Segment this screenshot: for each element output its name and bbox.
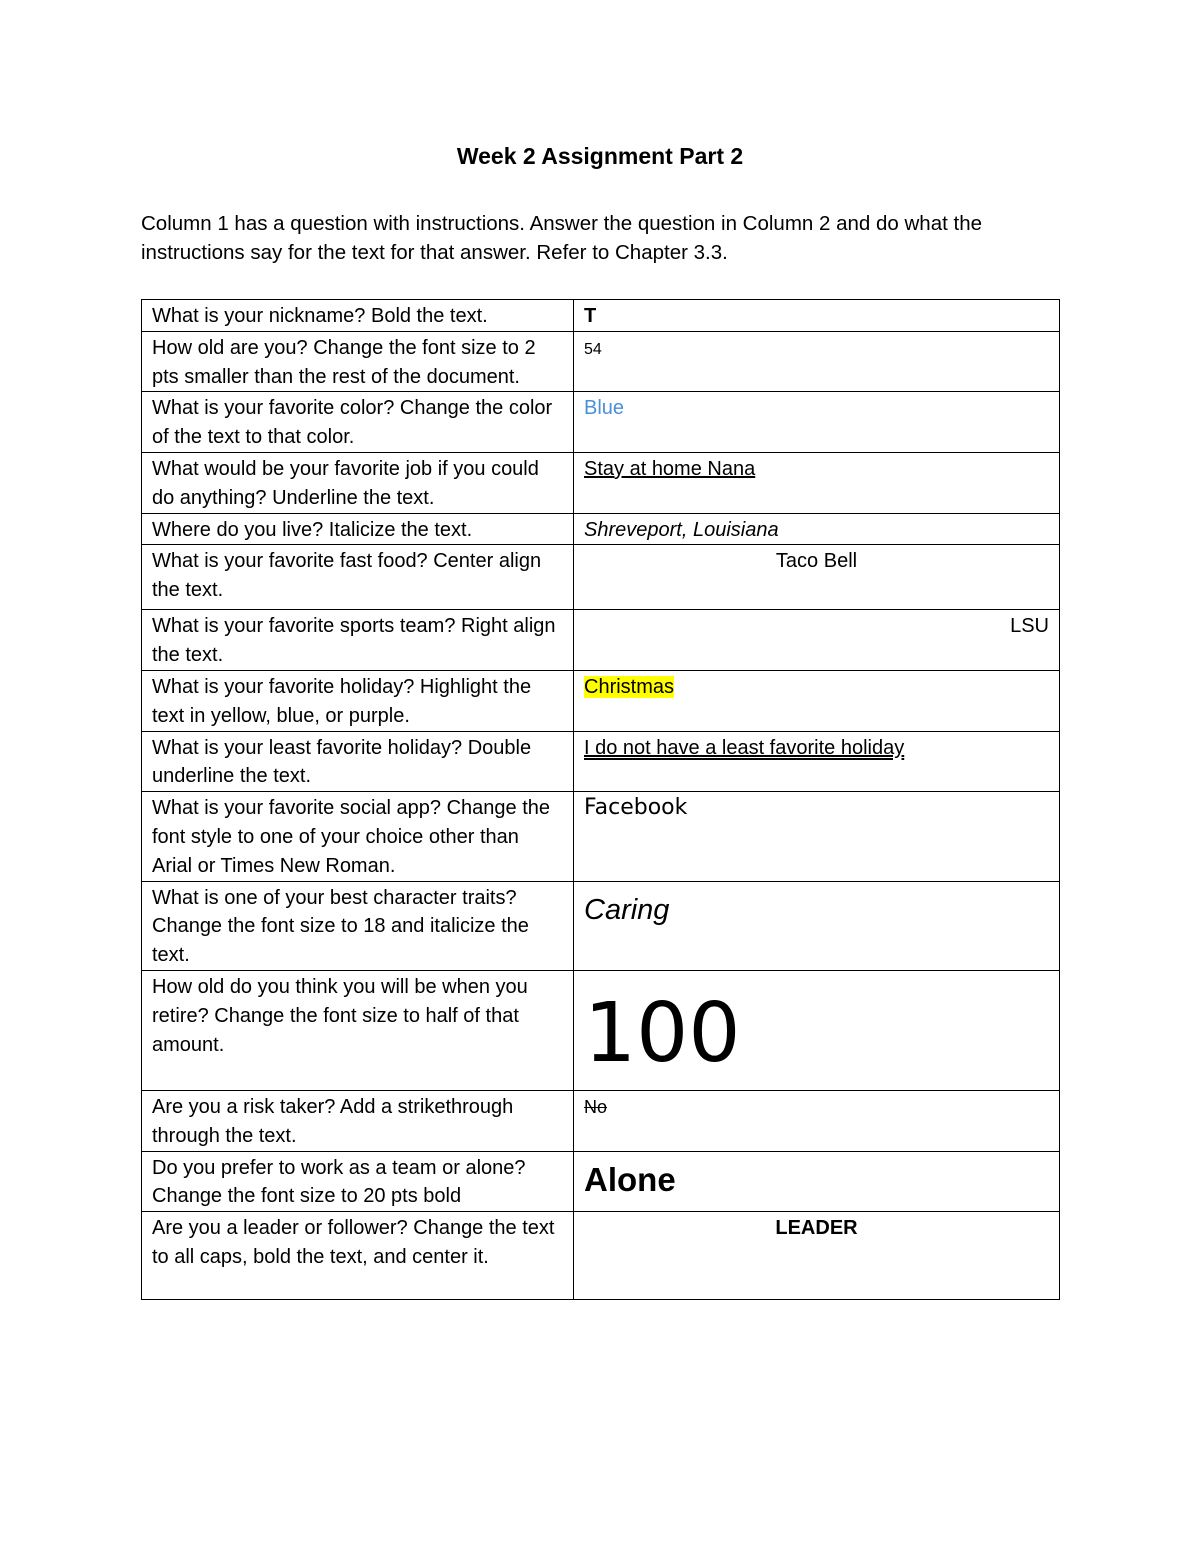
table-row [142,513,1060,545]
table-row [142,1151,1060,1212]
answer-cell [574,300,1060,332]
table-row [142,1090,1060,1151]
answer-fast-food: Taco Bell [775,550,858,573]
answer-cell [574,1090,1060,1151]
answer-trait: Caring [584,893,670,926]
question-cell: How old are you? Change the font size to 2 pts smaller than the rest of the document. [142,331,574,392]
table-row [142,792,1060,881]
answer-age: 54 [584,340,602,358]
question-cell: What is your nickname? Bold the text. [142,300,574,332]
answer-cell [574,670,1060,731]
answer-social-app: Facebook [584,795,688,821]
answer-cell [574,881,1060,970]
question-cell: What is your favorite color? Change the color of the text to that color. [142,392,574,453]
table-row [142,670,1060,731]
answer-cell [574,610,1060,671]
table-row [142,331,1060,392]
answer-least-holiday: I do not have a least favorite holiday [584,736,905,759]
intro-paragraph: Column 1 has a question with instructions. Answer the question in Column 2 and do what the instructions say for the text for that answer. Refer to Chapter 3.3. [141,212,982,264]
assignment-table [141,299,1060,1300]
answer-cell [574,392,1060,453]
answer-team-or-alone: Alone [584,1160,676,1198]
answer-retire-age: 100 [584,985,741,1081]
question-cell: Are you a leader or follower? Change the text to all caps, bold the text, and center it. [142,1212,574,1300]
answer-nickname: T [584,305,597,327]
table-row [142,970,1060,1090]
answer-holiday: Christmas [584,675,675,698]
answer-risk-taker: No [584,1096,608,1117]
question-cell: Do you prefer to work as a team or alone? Change the font size to 20 pts bold [142,1151,574,1212]
answer-cell [574,452,1060,513]
question-cell: What is your favorite sports team? Right align the text. [142,610,574,671]
document-title: Week 2 Assignment Part 2 [456,143,744,169]
question-cell: Are you a risk taker? Add a strikethrough through the text. [142,1090,574,1151]
table-row [142,610,1060,671]
answer-cell [574,1212,1060,1300]
answer-cell [574,331,1060,392]
answer-cell [574,792,1060,881]
answer-cell [574,970,1060,1090]
table-row [142,545,1060,610]
table-row [142,392,1060,453]
answer-sports-team: LSU [1010,615,1049,638]
answer-cell [574,1151,1060,1212]
answer-leader: LEADER [775,1217,858,1240]
table-row [142,300,1060,332]
table-row [142,731,1060,792]
question-cell: What would be your favorite job if you could do anything? Underline the text. [142,452,574,513]
answer-job: Stay at home Nana [584,457,756,480]
answer-cell [574,513,1060,545]
answer-color: Blue [584,397,625,420]
answer-cell [574,731,1060,792]
answer-cell [574,545,1060,610]
question-cell: How old do you think you will be when you retire? Change the font size to half of that amount. [142,970,574,1090]
table-row [142,881,1060,970]
question-cell: What is your favorite social app? Change the font style to one of your choice other than Arial or Times New Roman. [142,792,574,881]
table-row [142,452,1060,513]
question-cell: What is your favorite holiday? Highlight the text in yellow, blue, or purple. [142,670,574,731]
question-cell: What is your least favorite holiday? Double underline the text. [142,731,574,792]
question-cell: Where do you live? Italicize the text. [142,513,574,545]
answer-location: Shreveport, Louisiana [584,518,779,541]
question-cell: What is one of your best character traits? Change the font size to 18 and italicize the text. [142,881,574,970]
question-cell: What is your favorite fast food? Center align the text. [142,545,574,610]
table-row [142,1212,1060,1300]
